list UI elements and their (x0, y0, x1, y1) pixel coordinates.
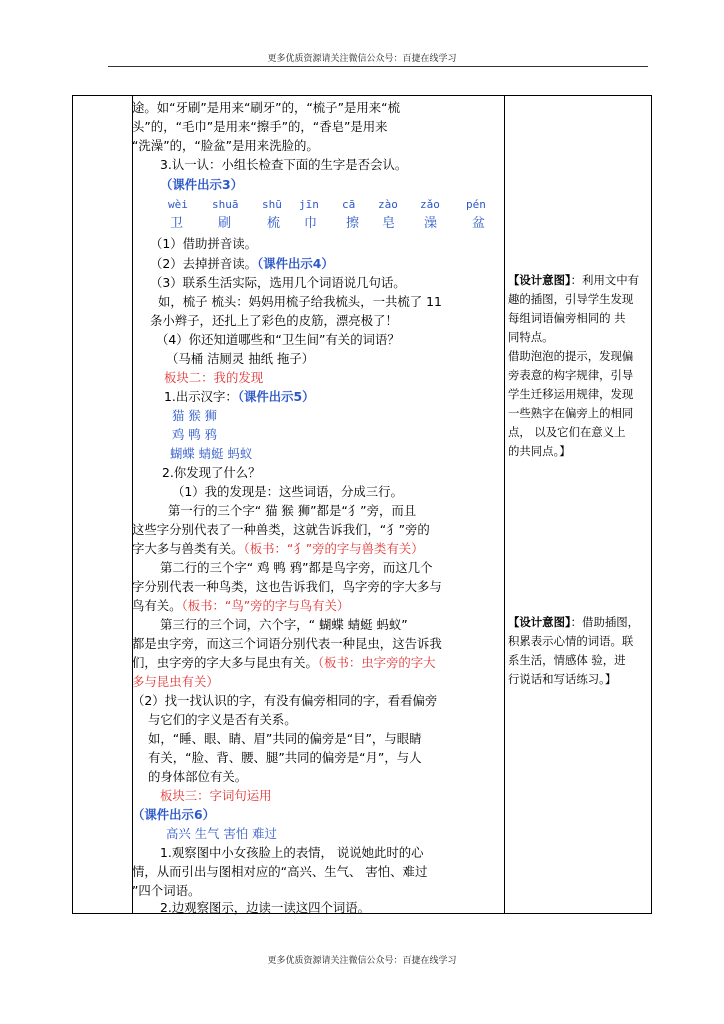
text-line: 字大多与兽类有关。 (132, 541, 244, 556)
text-line: （2）去掉拼音读。 (150, 256, 258, 271)
table-divider-2 (504, 96, 505, 913)
char-group: 猫 猴 狮 (172, 408, 218, 423)
text-line: 第一行的三个字“ 猫 猴 狮”都是“犭”旁，而且 (168, 503, 417, 518)
hanzi: 澡 (424, 216, 438, 231)
note-text: ：借助插图， (570, 615, 640, 629)
pinyin: shū (262, 198, 282, 211)
table-divider-1 (132, 96, 133, 913)
text-line (132, 598, 349, 614)
text-line: 第二行的三个字“ 鸡 鸭 鸦”都是鸟字旁，而这几个 (160, 560, 433, 575)
text-line: 条小辫子，还扎上了彩色的皮筋，漂亮极了！ (150, 313, 398, 328)
note-line: 同特点。 (508, 330, 554, 344)
hanzi: 梳 (267, 216, 281, 231)
text-line: 有关，“脸、背、腰、腿”共同的偏旁是“月”，与人 (148, 750, 422, 765)
text-line: 3.认一认：小组长检查下面的生字是否会认。 (160, 157, 408, 172)
text-line: 如，“睡、眼、睛、眉”共同的偏旁是“目”，与眼睛 (148, 731, 422, 746)
note-line: 一些熟字在偏旁上的相同 (508, 406, 634, 420)
text-line: “洗澡”的，“脸盆”是用来洗脸的。 (132, 138, 319, 153)
text-line: 字分别代表一种鸟类，这也告诉我们，鸟字旁的字大多与 (132, 579, 442, 594)
page-footer: 更多优质资源请关注微信公众号：百捷在线学习 (267, 956, 457, 966)
note-line: 借助泡泡的提示，发现偏 (508, 349, 634, 363)
hanzi: 皂 (382, 216, 396, 231)
text-line: 途。如“牙刷”是用来“刷牙”的，“梳子”是用来“梳 (132, 100, 400, 115)
board-note: （板书：“鸟”旁的字与鸟有关） (181, 598, 350, 613)
note-line: 趣的插图，引导学生发现 (508, 292, 634, 306)
pinyin: pén (466, 198, 486, 211)
table-right-border (651, 96, 652, 913)
section-title: 板块二：我的发现 (164, 370, 264, 385)
text-line: 的身体部位有关。 (148, 769, 248, 784)
note-line: 行说话和写话练习。】 (508, 672, 617, 686)
word-list: 高兴 生气 害怕 难过 (166, 826, 277, 841)
text-line: 都是虫字旁，而这三个词语分别代表一种昆虫，这告诉我 (132, 636, 442, 651)
pinyin: zào (378, 198, 398, 211)
text-line (132, 655, 436, 671)
note-line: 点， 以及它们在意义上 (508, 425, 626, 439)
hanzi: 卫 (170, 216, 184, 231)
note-line (508, 614, 639, 630)
note-line: 学生迁移运用规律，发现 (508, 387, 634, 401)
text-line: （1）我的发现是：这些词语，分成三行。 (172, 484, 403, 499)
text-line: 与它们的字义是否有关系。 (148, 712, 297, 727)
slide-label: （课件出示5） (237, 389, 315, 404)
hanzi: 擦 (346, 216, 360, 231)
text-line: 2.你发现了什么？ (162, 465, 261, 480)
pinyin: jīn (299, 198, 319, 211)
pinyin: shuā (212, 198, 239, 211)
text-line (132, 541, 424, 557)
hanzi: 盆 (472, 216, 486, 231)
note-line (508, 272, 639, 288)
text-line (164, 389, 315, 405)
text-line: 们，虫字旁的字大多与昆虫有关。 (132, 655, 318, 670)
text-line: 情，从而引出与图相对应的“高兴、生气、 害怕、难过 (132, 864, 428, 879)
slide-label: （课件出示4） (257, 256, 334, 271)
text-line: 如，梳子 梳头：妈妈用梳子给我梳头，一共梳了 11 (158, 294, 442, 309)
slide-label: （课件出示3） (160, 177, 243, 192)
note-line: 旁表意的构字规律，引导 (508, 368, 634, 382)
text-line: 这些字分别代表了一种兽类，这就告诉我们，“犭”旁的 (132, 522, 430, 537)
char-group: 蝴蝶 蜻蜓 蚂蚁 (170, 446, 253, 461)
lesson-table (72, 95, 652, 914)
text-line (150, 256, 334, 272)
note-line: 系生活，情感体 验，进 (508, 653, 626, 667)
text-line: 2.边观察图示，边读一读这四个词语。 (160, 900, 371, 915)
text-line: 1.出示汉字： (164, 389, 238, 404)
note-label: 【设计意图】 (508, 273, 571, 287)
text-line: （马桶 洁厕灵 抽纸 拖子） (166, 351, 315, 366)
header-rule (108, 66, 648, 67)
text-line: 第三行的三个词，六个字，“ 蝴蝶 蜻蜓 蚂蚁” (160, 617, 408, 632)
note-text: ：利用文中有 (570, 273, 640, 287)
note-label: 【设计意图】 (508, 615, 571, 629)
note-line: 积累表示心情的词语。联 (508, 634, 634, 648)
section-title: 板块三：字词句运用 (160, 788, 272, 803)
text-line: 1.观察图中小女孩脸上的表情， 说说她此时的心 (160, 845, 424, 860)
hanzi: 巾 (304, 216, 318, 231)
pinyin: zǎo (420, 198, 440, 211)
text-line: （4）你还知道哪些和“卫生间”有关的词语？ (156, 332, 400, 347)
left-blank-cell (72, 96, 132, 913)
text-line: 头”的，“毛巾”是用来“擦手”的，“香皂”是用来 (132, 119, 388, 134)
hanzi: 刷 (218, 216, 232, 231)
text-line: （3）联系生活实际，选用几个词语说几句话。 (150, 275, 406, 290)
text-line: ”四个词语。 (132, 883, 201, 898)
page-header: 更多优质资源请关注微信公众号：百捷在线学习 (267, 54, 457, 64)
note-line: 的共同点。】 (508, 444, 571, 458)
board-note: （板书：“犭”旁的字与兽类有关） (243, 541, 424, 556)
board-note: 多与昆虫有关） (132, 674, 219, 689)
text-line: （1）借助拼音读。 (150, 236, 258, 251)
pinyin: cā (342, 198, 356, 211)
char-group: 鸡 鸭 鸦 (172, 427, 218, 442)
board-note: （板书：虫字旁的字大 (317, 655, 436, 670)
pinyin: wèi (168, 198, 188, 211)
text-line: （2）找一找认识的字，有没有偏旁相同的字，看看偏旁 (132, 693, 438, 708)
text-line: 鸟有关。 (132, 598, 182, 613)
note-line: 每组词语偏旁相同的 共 (508, 311, 626, 325)
slide-label: （课件出示6） (132, 807, 215, 822)
